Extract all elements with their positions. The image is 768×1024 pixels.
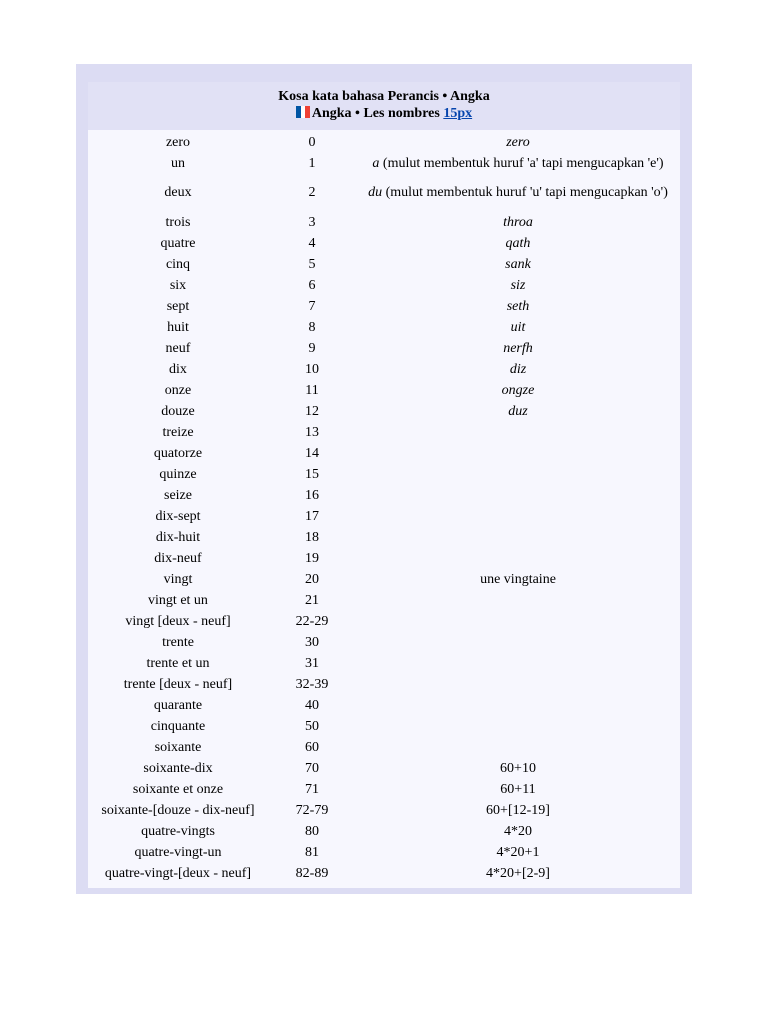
french-word: quarante [153, 697, 203, 713]
number-value: 0 [308, 134, 316, 150]
number-value: 20 [305, 571, 319, 587]
number-value: 10 [305, 361, 319, 377]
pronunciation-note [356, 383, 680, 399]
number-value: 32-39 [295, 676, 329, 692]
french-word: vingt [163, 571, 193, 587]
french-word: un [171, 155, 185, 171]
pronunciation-note [356, 236, 680, 252]
table-row [88, 737, 680, 758]
table-body [88, 132, 680, 884]
number-value: 5 [308, 256, 316, 272]
french-word: quatre-vingt-[deux - neuf] [104, 865, 252, 881]
french-word: quatre [160, 235, 196, 251]
table-row [88, 779, 680, 800]
table-row [88, 611, 680, 632]
number-value: 31 [305, 655, 319, 671]
french-word: soixante-[douze - dix-neuf] [101, 802, 255, 818]
french-word: trente et un [146, 655, 210, 671]
pronunciation-note [356, 278, 680, 294]
table-row [88, 174, 680, 212]
number-value: 40 [305, 697, 319, 713]
pronunciation-italic: nerfh [503, 340, 533, 356]
french-word: dix-neuf [154, 550, 202, 566]
pronunciation-italic: du [368, 185, 383, 200]
number-value: 72-79 [295, 802, 329, 818]
pronunciation-note [356, 341, 680, 357]
table-row [88, 800, 680, 821]
number-value: 1 [308, 155, 316, 171]
table-frame [76, 64, 692, 894]
table-row [88, 674, 680, 695]
number-value: 16 [305, 487, 319, 503]
french-word: trente [162, 634, 194, 650]
pronunciation-note [356, 866, 680, 882]
french-word: deux [164, 185, 192, 200]
pronunciation-note [356, 135, 680, 151]
number-value: 13 [305, 424, 319, 440]
number-value: 71 [305, 781, 319, 797]
pronunciation-note [356, 320, 680, 336]
number-table [88, 82, 680, 888]
table-row [88, 527, 680, 548]
number-value: 6 [308, 277, 316, 293]
note-text: 4*20 [504, 823, 532, 839]
table-row [88, 338, 680, 359]
pronunciation-note [356, 404, 680, 420]
pronunciation-note [356, 185, 680, 201]
table-row [88, 590, 680, 611]
pronunciation-note [356, 761, 680, 777]
pronunciation-note [356, 845, 680, 861]
french-word: zero [165, 134, 191, 150]
pronunciation-italic: qath [505, 235, 531, 251]
table-row [88, 132, 680, 153]
table-row [88, 254, 680, 275]
number-value: 11 [305, 382, 319, 398]
number-value: 22-29 [295, 613, 329, 629]
table-row [88, 653, 680, 674]
table-row [88, 821, 680, 842]
french-word: soixante-dix [143, 760, 213, 776]
number-value: 9 [308, 340, 316, 356]
pronunciation-italic: sank [505, 256, 531, 272]
table-row [88, 464, 680, 485]
pronunciation-italic: seth [506, 298, 530, 314]
french-word: dix [169, 361, 187, 377]
table-header [88, 82, 680, 130]
table-subtitle-line [88, 106, 680, 122]
french-word: treize [162, 424, 194, 440]
french-word: soixante et onze [132, 781, 224, 797]
pronunciation-note [356, 215, 680, 231]
table-row [88, 233, 680, 254]
table-row [88, 548, 680, 569]
number-value: 17 [305, 508, 319, 524]
french-word: quinze [159, 466, 197, 482]
pronunciation-note [356, 572, 680, 588]
table-subtitle: Angka • Les nombres [311, 106, 440, 121]
table-row [88, 422, 680, 443]
french-word: vingt et un [148, 592, 208, 608]
table-row [88, 317, 680, 338]
number-value: 81 [305, 844, 319, 860]
note-text: 60+[12-19] [486, 802, 550, 818]
french-word: quatre-vingts [141, 823, 215, 839]
table-row [88, 485, 680, 506]
pronunciation-note [356, 803, 680, 819]
table-row [88, 275, 680, 296]
table-row [88, 153, 680, 174]
pronunciation-italic: duz [508, 403, 528, 419]
size-link[interactable]: 15px [443, 106, 473, 121]
french-word: dix-sept [155, 508, 201, 524]
french-word: cinquante [150, 718, 206, 734]
number-value: 7 [308, 298, 316, 314]
pronunciation-italic: a [372, 155, 380, 171]
pronunciation-note [356, 782, 680, 798]
number-value: 4 [308, 235, 316, 251]
table-row [88, 695, 680, 716]
table-row [88, 716, 680, 737]
french-word: vingt [deux - neuf] [125, 613, 231, 629]
french-word: dix-huit [155, 529, 201, 545]
pronunciation-note [356, 824, 680, 840]
french-word: sept [166, 298, 190, 314]
number-value: 18 [305, 529, 319, 545]
number-value: 80 [305, 823, 319, 839]
table-row [88, 380, 680, 401]
french-word: seize [164, 487, 192, 503]
note-text: 60+10 [500, 760, 536, 776]
number-value: 12 [305, 403, 319, 419]
number-value: 15 [305, 466, 319, 482]
pronunciation-note [356, 257, 680, 273]
note-text: 4*20+1 [496, 844, 540, 860]
table-row [88, 758, 680, 779]
france-flag-icon [296, 106, 310, 118]
table-row [88, 632, 680, 653]
french-word: douze [161, 403, 195, 419]
number-value: 50 [305, 718, 319, 734]
french-word: quatorze [153, 445, 203, 461]
table-row [88, 443, 680, 464]
note-text: une vingtaine [480, 571, 556, 587]
note-text: (mulut membentuk huruf 'u' tapi mengucapkan 'o') [382, 185, 668, 200]
pronunciation-italic: siz [510, 277, 526, 293]
number-value: 82-89 [295, 865, 329, 881]
french-word: six [169, 277, 187, 293]
table-row [88, 296, 680, 317]
note-text: 4*20+[2-9] [486, 865, 550, 881]
table-row [88, 212, 680, 233]
number-value: 70 [305, 760, 319, 776]
pronunciation-note [356, 156, 680, 172]
table-row [88, 401, 680, 422]
number-value: 2 [308, 185, 316, 200]
number-value: 19 [305, 550, 319, 566]
table-row [88, 863, 680, 884]
french-word: soixante [154, 739, 202, 755]
french-word: cinq [165, 256, 191, 272]
note-text: 60+11 [500, 781, 536, 797]
pronunciation-italic: zero [506, 134, 530, 150]
pronunciation-italic: ongze [501, 382, 535, 398]
table-row [88, 569, 680, 590]
pronunciation-italic: uit [510, 319, 526, 335]
table-title: Kosa kata bahasa Perancis • Angka [278, 89, 490, 104]
note-text: (mulut membentuk huruf 'a' tapi mengucapkan 'e') [379, 155, 664, 171]
number-value: 3 [308, 214, 316, 230]
french-word: onze [164, 382, 192, 398]
french-word: neuf [165, 340, 191, 356]
table-row [88, 842, 680, 863]
french-word: quatre-vingt-un [134, 844, 222, 860]
pronunciation-note [356, 362, 680, 378]
french-word: huit [167, 319, 189, 335]
french-word: trois [165, 214, 191, 230]
pronunciation-italic: diz [509, 361, 527, 377]
table-row [88, 506, 680, 527]
number-value: 8 [308, 319, 316, 335]
table-row [88, 359, 680, 380]
number-value: 14 [305, 445, 319, 461]
number-value: 60 [305, 739, 319, 755]
pronunciation-note [356, 299, 680, 315]
number-value: 30 [305, 634, 319, 650]
number-value: 21 [305, 592, 319, 608]
pronunciation-italic: throa [503, 214, 533, 230]
french-word: trente [deux - neuf] [123, 676, 233, 692]
